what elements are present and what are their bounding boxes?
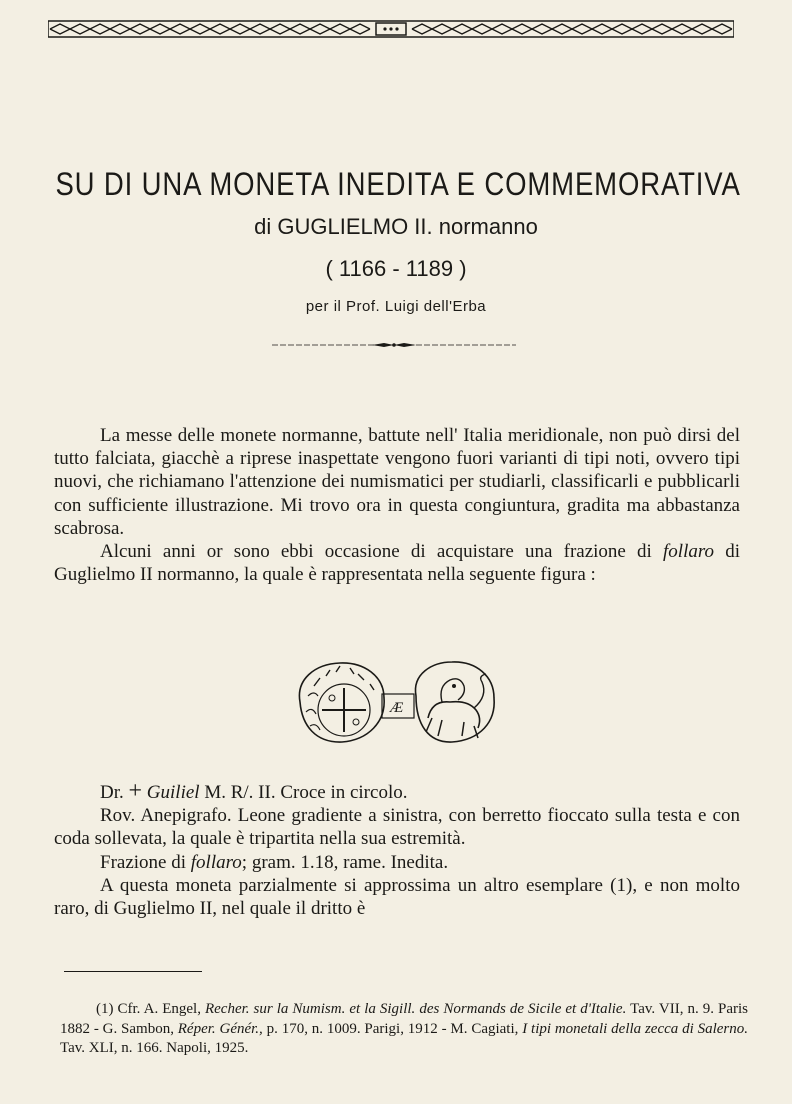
paragraph-specs (54, 851, 740, 874)
metal-label: Æ (390, 700, 404, 716)
specs-text-b: ; gram. 1.18, rame. Inedita. (241, 851, 449, 873)
paragraph-reverse: Rov. Anepigrafo. Leone gradiente a sinistra, con berretto fioccato sulla testa e con coda sollevata, la quale è tripartita nella sua estremità. (54, 805, 740, 850)
paragraph-2 (54, 540, 740, 586)
specs-italic: follaro (190, 851, 242, 873)
footnote-part-d: Tav. XLI, n. 166. Napoli, 1925. (60, 1040, 249, 1056)
obverse-description: M. R/. II. Croce in circolo. (199, 782, 408, 803)
paragraph-comparison: A questa moneta parzialmente si approssima un altro esemplare (1), e non molto raro, di Guglielmo II, nel quale il dritto è (54, 874, 740, 920)
paragraph-obverse (54, 780, 740, 804)
footnote-rule (64, 971, 202, 972)
footnote-part-a: (1) Cfr. A. Engel, (96, 1001, 205, 1017)
paragraph-2-italic: follaro (663, 541, 715, 563)
ornament-border (48, 18, 734, 40)
body-text-bottom (54, 780, 740, 920)
specs-text-a: Frazione di (100, 851, 191, 873)
paragraph-2-text-a: Alcuni anni or sono ebbi occasione di acquistare una frazione di (100, 541, 664, 563)
obverse-legend-italic: Guiliel (146, 782, 200, 803)
reign-dates: ( 1166 - 1189 ) (325, 256, 467, 281)
footnote-text (60, 1000, 748, 1059)
paragraph-1: La messe delle monete normanne, battute nell' Italia meridionale, non può dirsi del tutto falciata, giacchè a riprese inaspettate vengono fuori varianti di tipi noti, ovvero tipi nuovi, che richiamano l'attenzione dei numismatici per studiarli, classificarli e pubblicarli con sufficiente illustrazione. Mi trovo ora in questa congiuntura, gradita ma abbastanza scabrosa. (54, 425, 740, 539)
footnote-italic-2: Réper. Génér., (177, 1020, 263, 1037)
body-text-top (54, 424, 740, 586)
footnote-part-b: Tav. VII, n. 9. Paris 1882 - G. Sambon, (60, 1001, 748, 1037)
article-title: SU DI UNA MONETA INEDITA E COMMEMORATIVA (55, 166, 741, 202)
obverse-prefix: Dr. (100, 782, 129, 803)
cross-glyph: + (128, 778, 143, 804)
article-subtitle: di GUGLIELMO II. normanno (254, 214, 538, 239)
coin-obverse (299, 663, 384, 742)
footnote-italic-1: Recher. sur la Numism. et la Sigill. des Normands de Sicile et d'Italie. (204, 1001, 627, 1017)
coin-reverse (415, 662, 494, 742)
footnote-italic-3: I tipi monetali della zecca di Salerno. (522, 1020, 748, 1037)
footnote (60, 1000, 748, 1059)
coin-illustration (292, 656, 502, 748)
paragraph-2-text-b: di Guglielmo II normanno, la quale è rappresentata nella seguente figura : (54, 541, 741, 586)
title-separator (272, 340, 516, 350)
footnote-part-c: p. 170, n. 1009. Parigi, 1912 - M. Cagiati, (262, 1020, 523, 1037)
author-line: per il Prof. Luigi dell'Erba (305, 298, 487, 315)
